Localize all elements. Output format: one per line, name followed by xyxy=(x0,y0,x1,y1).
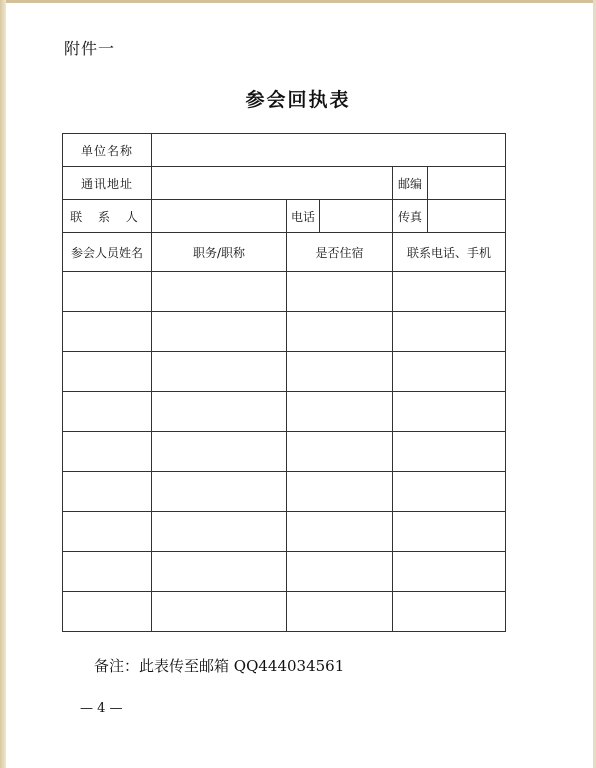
attendee-phone-cell[interactable] xyxy=(393,312,506,352)
page-edge-left xyxy=(0,0,6,768)
attachment-label: 附件一 xyxy=(64,39,116,58)
attendee-row xyxy=(63,592,506,632)
attendee-name-cell[interactable] xyxy=(63,472,152,512)
attendee-position-cell[interactable] xyxy=(152,472,287,512)
address-row xyxy=(63,167,506,200)
attendee-phone-cell[interactable] xyxy=(393,432,506,472)
attendee-name-cell[interactable] xyxy=(63,552,152,592)
attendee-accommodation-cell[interactable] xyxy=(287,272,393,312)
attendee-phone-cell[interactable] xyxy=(393,352,506,392)
attendee-position-cell[interactable] xyxy=(152,352,287,392)
fax-field[interactable] xyxy=(428,200,506,233)
unit-name-field[interactable] xyxy=(152,134,506,167)
registration-form-table xyxy=(62,133,506,632)
address-label: 通讯地址 xyxy=(63,167,152,200)
attendee-accommodation-cell[interactable] xyxy=(287,352,393,392)
attendee-row xyxy=(63,352,506,392)
attendee-header-row xyxy=(63,233,506,272)
attendee-phone-cell[interactable] xyxy=(393,272,506,312)
attendee-name-cell[interactable] xyxy=(63,352,152,392)
attendee-name-cell[interactable] xyxy=(63,272,152,312)
attendee-accommodation-cell[interactable] xyxy=(287,512,393,552)
attendee-accommodation-cell[interactable] xyxy=(287,312,393,352)
attendee-position-cell[interactable] xyxy=(152,552,287,592)
attendee-position-cell[interactable] xyxy=(152,272,287,312)
attendee-row xyxy=(63,312,506,352)
attendee-name-cell[interactable] xyxy=(63,592,152,632)
attendee-row xyxy=(63,552,506,592)
attendee-name-cell[interactable] xyxy=(63,392,152,432)
fax-label: 传真 xyxy=(393,200,428,233)
attendee-accommodation-cell[interactable] xyxy=(287,472,393,512)
postcode-field[interactable] xyxy=(428,167,506,200)
footer-note: 备注：此表传至邮箱 QQ444034561 xyxy=(94,657,345,675)
attendee-phone-cell[interactable] xyxy=(393,552,506,592)
attendee-position-cell[interactable] xyxy=(152,432,287,472)
attendee-row xyxy=(63,272,506,312)
page-edge-top xyxy=(0,0,596,3)
column-header-accommodation: 是否住宿 xyxy=(287,233,393,272)
contact-field[interactable] xyxy=(152,200,287,233)
column-header-position: 职务/职称 xyxy=(152,233,287,272)
attendee-name-cell[interactable] xyxy=(63,512,152,552)
attendee-position-cell[interactable] xyxy=(152,592,287,632)
phone-label: 电话 xyxy=(287,200,320,233)
attendee-name-cell[interactable] xyxy=(63,432,152,472)
address-field[interactable] xyxy=(152,167,393,200)
attendee-position-cell[interactable] xyxy=(152,512,287,552)
attendee-name-cell[interactable] xyxy=(63,312,152,352)
attendee-accommodation-cell[interactable] xyxy=(287,592,393,632)
attendee-row xyxy=(63,512,506,552)
attendee-row xyxy=(63,472,506,512)
attendee-row xyxy=(63,432,506,472)
attendee-position-cell[interactable] xyxy=(152,392,287,432)
attendee-accommodation-cell[interactable] xyxy=(287,432,393,472)
phone-field[interactable] xyxy=(320,200,393,233)
page-number: — 4 — xyxy=(80,701,123,716)
unit-name-label: 单位名称 xyxy=(63,134,152,167)
attendee-phone-cell[interactable] xyxy=(393,512,506,552)
attendee-accommodation-cell[interactable] xyxy=(287,552,393,592)
postcode-label: 邮编 xyxy=(393,167,428,200)
attendee-phone-cell[interactable] xyxy=(393,592,506,632)
page-title: 参会回执表 xyxy=(245,89,351,111)
attendee-accommodation-cell[interactable] xyxy=(287,392,393,432)
column-header-contact-phone: 联系电话、手机 xyxy=(393,233,506,272)
contact-row xyxy=(63,200,506,233)
contact-label: 联 系 人 xyxy=(63,200,152,233)
unit-name-row xyxy=(63,134,506,167)
attendee-phone-cell[interactable] xyxy=(393,472,506,512)
attendee-position-cell[interactable] xyxy=(152,312,287,352)
attendee-row xyxy=(63,392,506,432)
column-header-name: 参会人员姓名 xyxy=(63,233,152,272)
attendee-phone-cell[interactable] xyxy=(393,392,506,432)
